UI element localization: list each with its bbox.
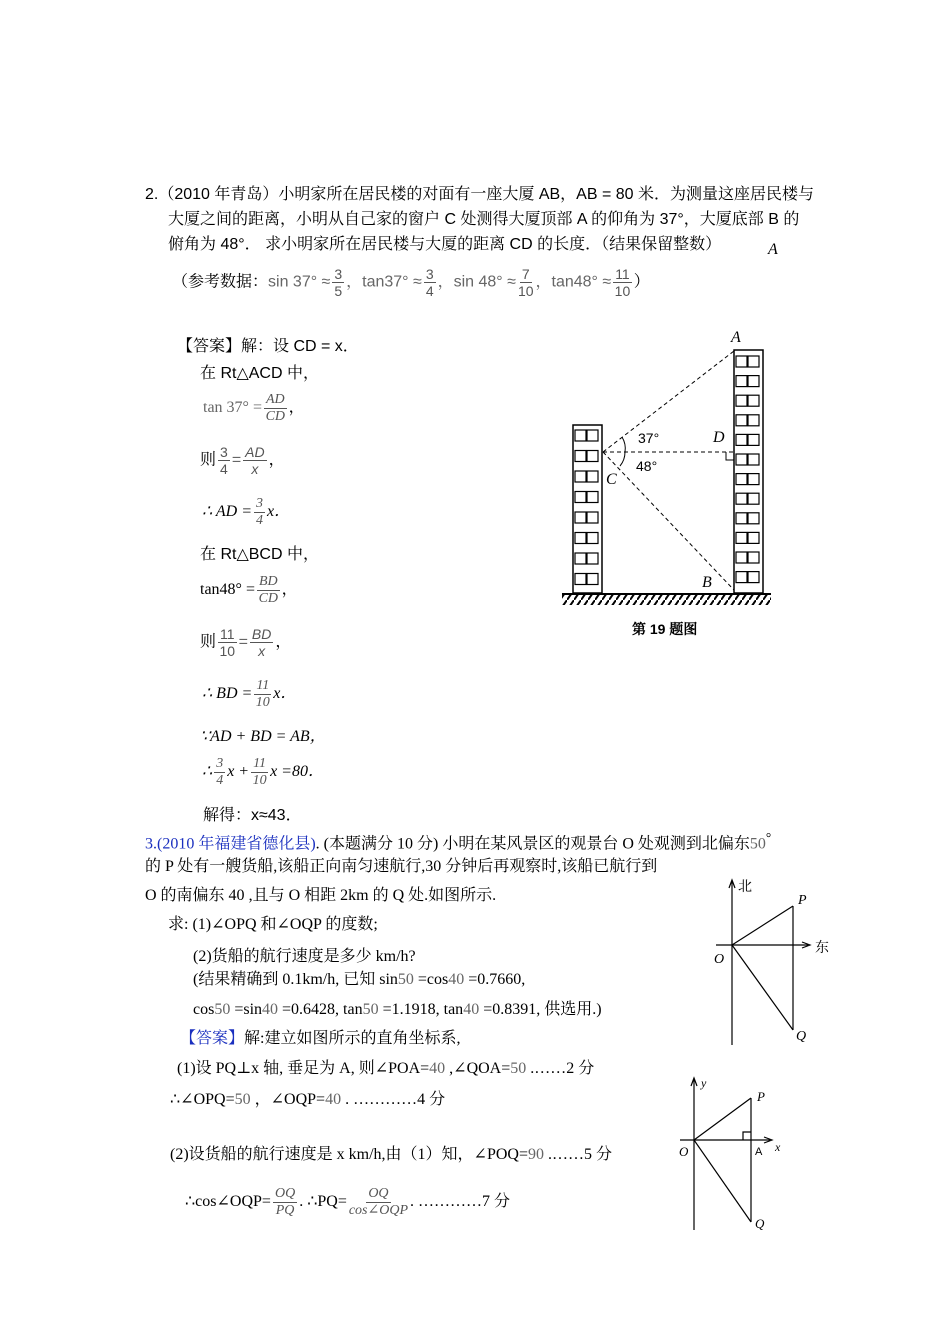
- y-axis-label: y: [701, 1076, 707, 1090]
- window: [748, 376, 759, 387]
- q3-line2: 的 P 处有一艘货船,该船正向南匀速航行,30 分钟后再观察时,该船已航行到: [145, 858, 658, 875]
- label-b: B: [702, 574, 712, 591]
- ref-prefix: （参考数据：: [172, 273, 269, 291]
- window: [748, 434, 759, 445]
- q2-line2: 大厦之间的距离，小明从自己家的窗户 C 处测得大厦顶部 A 的仰角为 37°，大厦底部 B 的: [168, 211, 800, 228]
- window: [587, 533, 598, 544]
- q3-ask2: (2)货船的航行速度是多少 km/h?: [193, 948, 416, 965]
- east-label: 东: [815, 939, 829, 955]
- window: [736, 454, 747, 465]
- window: [736, 434, 747, 445]
- p-label: P: [798, 893, 807, 908]
- window: [587, 574, 598, 585]
- o-label: O: [679, 1144, 689, 1159]
- window: [748, 493, 759, 504]
- q2-step2: tan 37° = $\frac{AD}{CD}$ ，: [203, 392, 305, 424]
- p-label: P: [757, 1089, 765, 1104]
- x-axis-label: x: [775, 1140, 781, 1154]
- north-label: 北: [738, 878, 752, 894]
- q3-answer4: ∴cos∠OQP= $\frac{OQ}{PQ}$ . ∴PQ= OQ cos∠OQP . …………7 分: [185, 1186, 511, 1218]
- q2-step8: ∴ BD = $\frac{11}{10}$ x．: [202, 678, 297, 710]
- fraction: $\frac{7}{10}$: [517, 266, 534, 299]
- q2-step5: 在 Rt△BCD 中，: [200, 546, 319, 563]
- q3-line3: O 的南偏东 40 ,且与 O 相距 2km 的 Q 处.如图所示.: [145, 887, 497, 904]
- q2-reference-data: （参考数据：sin 37° ≈ $\frac{3}{5}$ ，tan37° ≈ $\frac{3}{4}$ ，sin 48° ≈ $\frac{7}{10}$ ，tan48° ≈ $\frac{11}{10}$ ）: [172, 266, 650, 299]
- q3-hint1: (结果精确到 0.1km/h, 已知 sin50 =cos40 =0.7660,: [193, 971, 526, 988]
- window: [736, 415, 747, 426]
- window: [575, 430, 586, 441]
- ref-sin48: ，sin 48° ≈: [437, 273, 516, 291]
- window: [575, 553, 586, 564]
- window: [736, 552, 747, 563]
- window: [748, 415, 759, 426]
- window: [736, 572, 747, 583]
- window: [736, 474, 747, 485]
- window: [736, 356, 747, 367]
- window: [587, 430, 598, 441]
- angle-48: 48°: [636, 458, 658, 474]
- q2-line1: 2.（2010 年青岛）小明家所在居民楼的对面有一座大厦 AB，AB = 80 米．为测量这座居民楼与: [145, 186, 814, 203]
- q2-step11: 解得：x≈43．: [203, 807, 302, 824]
- fig-label-a-stray: A: [768, 241, 778, 258]
- window: [748, 395, 759, 406]
- q-label: Q: [755, 1216, 765, 1231]
- window: [748, 454, 759, 465]
- window: [748, 532, 759, 543]
- window: [575, 492, 586, 503]
- fraction: $\frac{3}{5}$: [334, 266, 343, 299]
- q3-answer3: (2)设货船的航行速度是 x km/h,由（1）知，∠POQ=90 .……5 分: [170, 1146, 613, 1163]
- q3-ask1: 求: (1)∠OPQ 和∠OQP 的度数;: [168, 916, 378, 933]
- window: [748, 474, 759, 485]
- q2-step9: ∵AD + BD = AB，: [200, 728, 326, 745]
- window: [587, 512, 598, 523]
- window: [575, 533, 586, 544]
- o-label: O: [714, 952, 725, 967]
- window: [575, 512, 586, 523]
- label-a: A: [731, 329, 741, 346]
- label-d: D: [713, 429, 725, 446]
- q2-step6: tan48° = $\frac{BD}{CD}$ ，: [200, 574, 298, 606]
- q-label: Q: [796, 1029, 807, 1044]
- fraction: $\frac{3}{4}$: [425, 266, 434, 299]
- window: [748, 356, 759, 367]
- label-c: C: [606, 471, 617, 488]
- window: [736, 513, 747, 524]
- window: [748, 513, 759, 524]
- window: [575, 574, 586, 585]
- q3-answer2: ∴∠OPQ=50 ，∠OQP=40 . …………4 分: [170, 1091, 446, 1108]
- window: [575, 471, 586, 482]
- fraction: $\frac{11}{10}$: [614, 266, 631, 299]
- q3-answer-start: 【答案】解:建立如图所示的直角坐标系,: [180, 1030, 461, 1047]
- ref-tan48: ，tan48° ≈: [535, 273, 612, 291]
- ground-hatch: [562, 595, 771, 605]
- window: [587, 451, 598, 462]
- window: [736, 493, 747, 504]
- window: [748, 552, 759, 563]
- q2-line3: 俯角为 48°． 求小明家所在居民楼与大厦的距离 CD 的长度．（结果保留整数）: [168, 236, 722, 253]
- q3-answer1: (1)设 PQ⊥x 轴, 垂足为 A, 则∠POA=40 ,∠QOA=50 .……2 分: [177, 1060, 595, 1077]
- q2-step1: 在 Rt△ACD 中，: [200, 365, 319, 382]
- q2-answer-start: 【答案】解：设 CD = x．: [177, 338, 359, 355]
- window: [587, 471, 598, 482]
- ref-sin37: sin 37° ≈: [268, 273, 331, 291]
- q3-hint2: cos50 =sin40 =0.6428, tan50 =1.1918, tan40 =0.8391, 供选用.): [193, 1001, 602, 1018]
- window: [736, 395, 747, 406]
- window: [587, 553, 598, 564]
- q2-step4: ∴ AD = $\frac{3}{4}$ x．: [202, 496, 291, 528]
- figure-caption: 第 19 题图: [632, 621, 698, 637]
- window: [748, 572, 759, 583]
- q3-line1: 3.(2010 年福建省德化县). (本题满分 10 分) 小明在某风景区的观景台 O 处观测到北偏东50°: [145, 830, 772, 853]
- window: [575, 451, 586, 462]
- ref-tan37: ，tan37° ≈: [346, 273, 422, 291]
- window: [587, 492, 598, 503]
- q2-step3: 则 $\frac{3}{4}$ = $\frac{AD}{x}$ ，: [200, 444, 285, 477]
- angle-37: 37°: [638, 430, 660, 446]
- q2-step7: 则 $\frac{11}{10}$ = $\frac{BD}{x}$ ，: [200, 626, 292, 659]
- q2-step10: ∴ $\frac{3}{4}$ x + $\frac{11}{10}$ x =80．: [202, 756, 324, 788]
- a-label: A: [755, 1146, 763, 1158]
- window: [736, 532, 747, 543]
- window: [736, 376, 747, 387]
